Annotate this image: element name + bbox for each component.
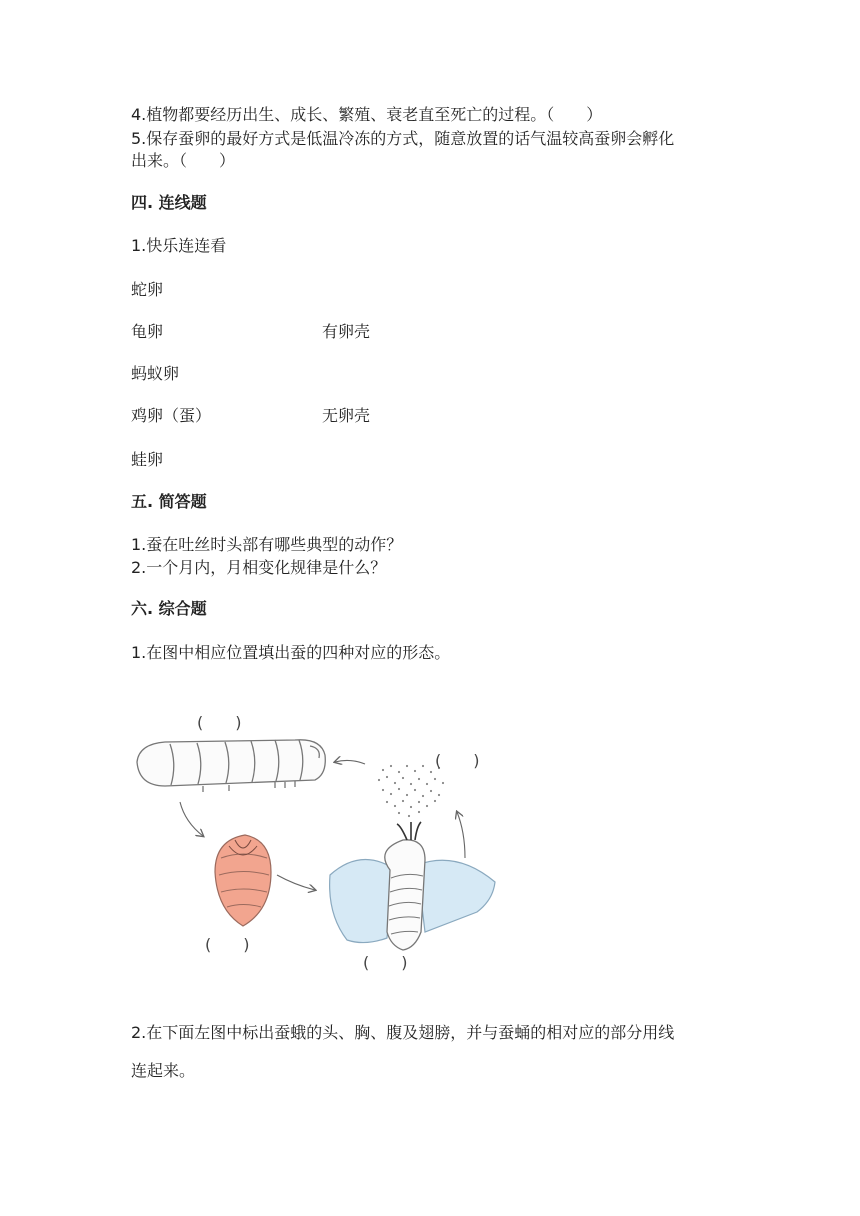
silkworm-lifecycle-figure (125, 700, 525, 990)
blank-pupa: ( ) (205, 935, 250, 954)
short-answer-q1: 1.蚕在吐丝时头部有哪些典型的动作？ (131, 535, 403, 554)
moth-drawing (330, 822, 495, 950)
left-item-chicken-egg: 鸡卵（蛋） (131, 406, 212, 425)
section-heading-comprehensive: 六. 综合题 (131, 599, 207, 618)
right-item-no-shell: 无卵壳 (322, 406, 371, 425)
pupa-drawing (215, 835, 271, 926)
section-heading-matching: 四. 连线题 (131, 193, 207, 212)
section-heading-short-answer: 五. 简答题 (131, 492, 207, 511)
matching-q1: 1.快乐连连看 (131, 236, 227, 255)
left-item-snake-egg: 蛇卵 (131, 280, 164, 299)
left-item-frog-egg: 蛙卵 (131, 450, 164, 469)
comprehensive-q2-line2: 连起来。 (131, 1061, 196, 1080)
blank-larva: ( ) (197, 713, 242, 732)
blank-eggs: ( ) (435, 751, 480, 770)
larva-drawing (137, 740, 325, 792)
comprehensive-q1: 1.在图中相应位置填出蚕的四种对应的形态。 (131, 643, 451, 662)
short-answer-q2: 2.一个月内，月相变化规律是什么？ (131, 558, 387, 577)
left-item-ant-egg: 蚂蚁卵 (131, 364, 180, 383)
comprehensive-q2-line1: 2.在下面左图中标出蚕蛾的头、胸、腹及翅膀，并与蚕蛹的相对应的部分用线 (131, 1023, 675, 1042)
left-item-turtle-egg: 龟卵 (131, 322, 164, 341)
eggs-drawing (378, 765, 444, 817)
judgment-q5-line1: 5.保存蚕卵的最好方式是低温冷冻的方式，随意放置的话气温较高蚕卵会孵化 (131, 129, 675, 148)
judgment-q4: 4.植物都要经历出生、成长、繁殖、衰老直至死亡的过程。（ ） (131, 105, 603, 124)
blank-moth: ( ) (363, 953, 408, 972)
right-item-has-shell: 有卵壳 (322, 322, 371, 341)
judgment-q5-line2: 出来。（ ） (131, 151, 236, 170)
